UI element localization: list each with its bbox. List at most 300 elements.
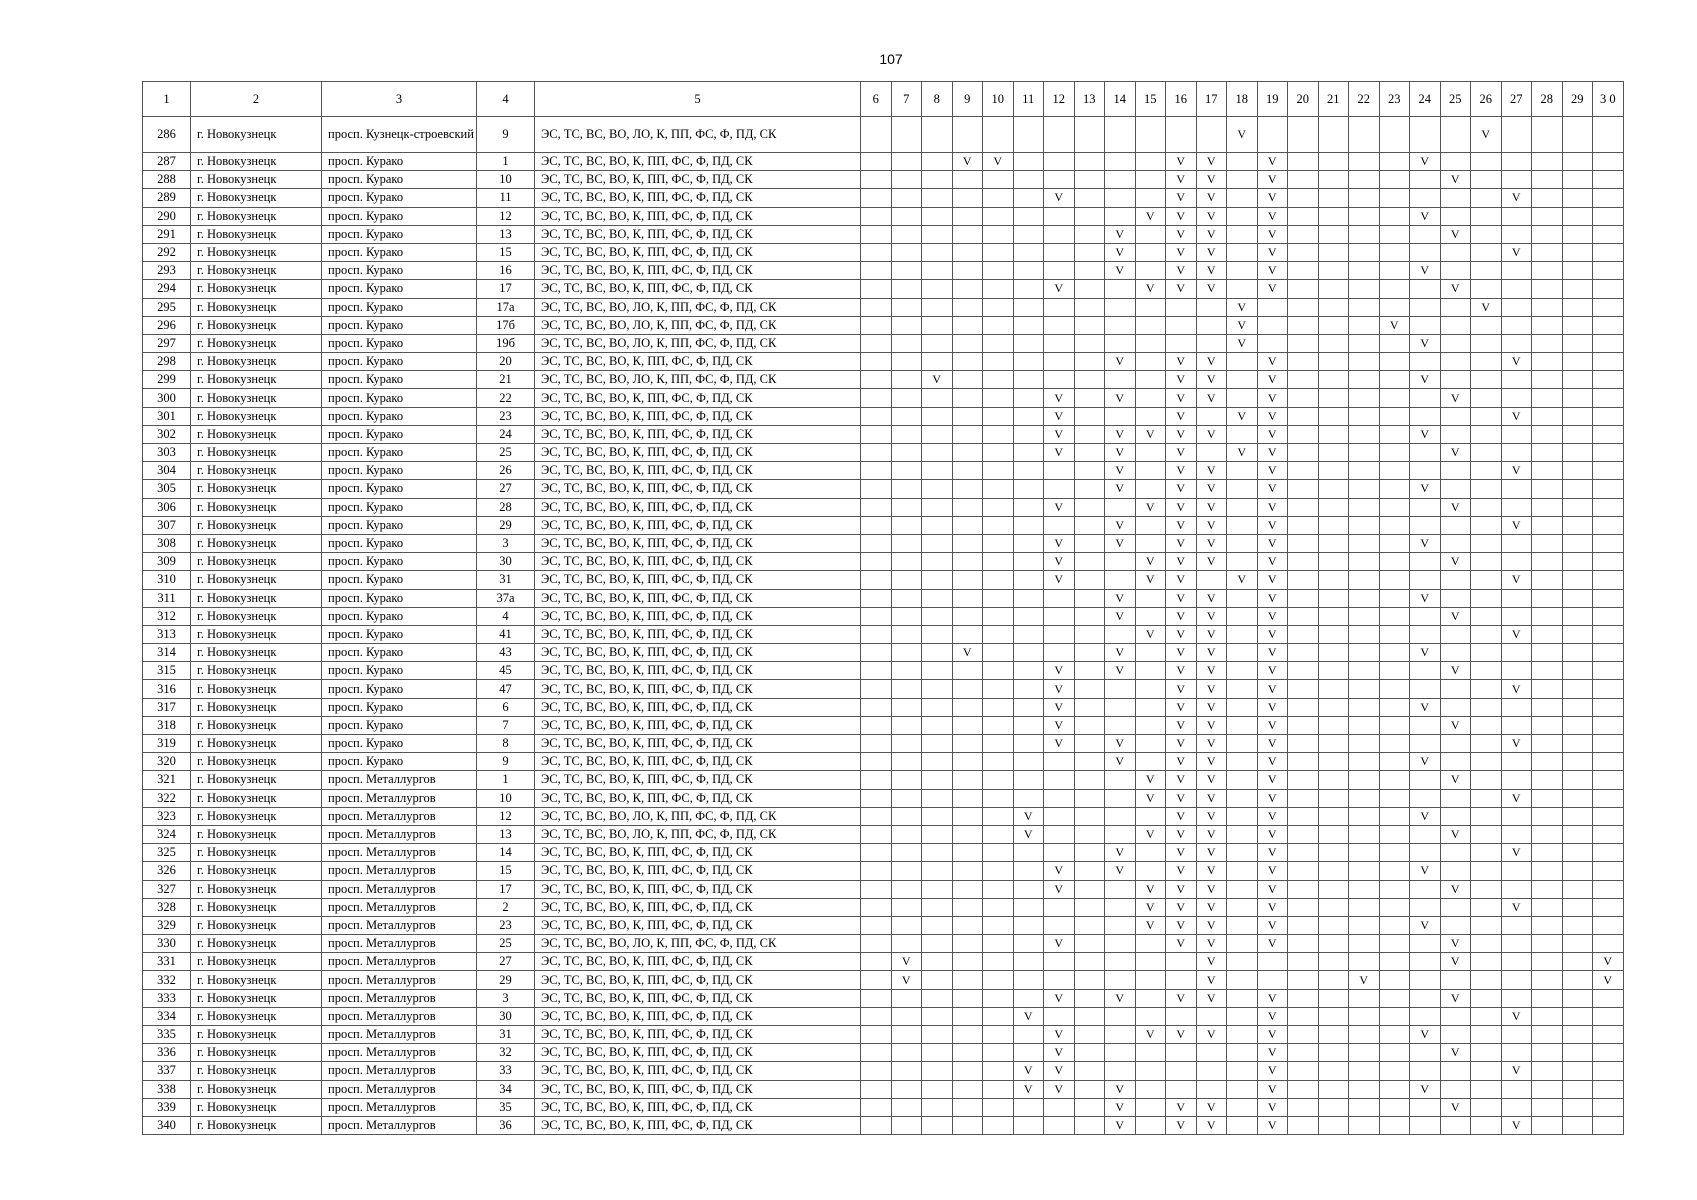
city-cell: г. Новокузнецк: [191, 1116, 322, 1134]
mark-cell-col-14: V: [1105, 844, 1136, 862]
mark-cell-col-21: [1318, 680, 1349, 698]
services-cell: ЭС, ТС, ВС, ВО, К, ПП, ФС, Ф, ПД, СК: [535, 1007, 861, 1025]
mark-cell-col-22: [1349, 953, 1380, 971]
house-number-cell: 10: [477, 789, 535, 807]
mark-cell-col-7: [891, 498, 922, 516]
mark-cell-col-10: [983, 243, 1014, 261]
mark-cell-col-25: [1440, 516, 1471, 534]
mark-cell-col-10: [983, 880, 1014, 898]
mark-cell-col-12: V: [1044, 425, 1075, 443]
services-cell: ЭС, ТС, ВС, ВО, К, ПП, ФС, Ф, ПД, СК: [535, 844, 861, 862]
column-header-2: 2: [191, 82, 322, 117]
street-cell: просп. Курако: [322, 425, 477, 443]
table-row: [143, 407, 1624, 425]
house-number-cell: 12: [477, 807, 535, 825]
mark-cell-col-6: [861, 607, 892, 625]
mark-cell-col-23: [1379, 516, 1410, 534]
mark-cell-col-29: [1562, 753, 1593, 771]
mark-cell-col-9: [952, 1098, 983, 1116]
mark-cell-col-16: V: [1166, 625, 1197, 643]
mark-cell-col-15: [1135, 662, 1166, 680]
mark-cell-col-9: [952, 353, 983, 371]
table-row: [143, 1062, 1624, 1080]
mark-cell-col-23: [1379, 607, 1410, 625]
mark-cell-col-22: [1349, 298, 1380, 316]
mark-cell-col-21: [1318, 407, 1349, 425]
street-cell: просп. Курако: [322, 207, 477, 225]
city-cell: г. Новокузнецк: [191, 189, 322, 207]
mark-cell-col-15: [1135, 1007, 1166, 1025]
mark-cell-col-17: [1196, 117, 1227, 153]
mark-cell-col-13: [1074, 153, 1105, 171]
mark-cell-col-6: [861, 189, 892, 207]
street-cell: просп. Курако: [322, 189, 477, 207]
mark-cell-col-26: [1471, 1044, 1502, 1062]
mark-cell-col-16: V: [1166, 462, 1197, 480]
mark-cell-col-22: [1349, 716, 1380, 734]
mark-cell-col-14: [1105, 935, 1136, 953]
row-number: 314: [143, 644, 191, 662]
column-header-30: 3 0: [1593, 82, 1624, 117]
mark-cell-col-25: [1440, 971, 1471, 989]
mark-cell-col-24: V: [1410, 644, 1441, 662]
mark-cell-col-19: V: [1257, 1026, 1288, 1044]
mark-cell-col-11: [1013, 880, 1044, 898]
mark-cell-col-24: [1410, 280, 1441, 298]
row-number: 286: [143, 117, 191, 153]
mark-cell-col-15: [1135, 1098, 1166, 1116]
mark-cell-col-30: V: [1593, 971, 1624, 989]
mark-cell-col-8: [922, 1026, 953, 1044]
mark-cell-col-27: [1501, 207, 1532, 225]
mark-cell-col-22: [1349, 189, 1380, 207]
mark-cell-col-25: V: [1440, 498, 1471, 516]
mark-cell-col-13: [1074, 425, 1105, 443]
mark-cell-col-22: [1349, 916, 1380, 934]
mark-cell-col-8: [922, 117, 953, 153]
mark-cell-col-12: V: [1044, 1080, 1075, 1098]
mark-cell-col-22: [1349, 153, 1380, 171]
mark-cell-col-14: V: [1105, 1098, 1136, 1116]
house-number-cell: 30: [477, 553, 535, 571]
mark-cell-col-20: [1288, 607, 1319, 625]
city-cell: г. Новокузнецк: [191, 989, 322, 1007]
mark-cell-col-17: V: [1196, 753, 1227, 771]
mark-cell-col-26: [1471, 807, 1502, 825]
mark-cell-col-8: [922, 698, 953, 716]
mark-cell-col-20: [1288, 371, 1319, 389]
mark-cell-col-28: [1532, 1080, 1563, 1098]
mark-cell-col-25: V: [1440, 716, 1471, 734]
mark-cell-col-6: [861, 898, 892, 916]
mark-cell-col-15: [1135, 371, 1166, 389]
mark-cell-col-10: [983, 171, 1014, 189]
mark-cell-col-12: V: [1044, 1044, 1075, 1062]
mark-cell-col-9: [952, 571, 983, 589]
mark-cell-col-7: [891, 825, 922, 843]
mark-cell-col-28: [1532, 825, 1563, 843]
mark-cell-col-12: [1044, 117, 1075, 153]
mark-cell-col-29: [1562, 571, 1593, 589]
mark-cell-col-27: [1501, 825, 1532, 843]
mark-cell-col-16: V: [1166, 1026, 1197, 1044]
mark-cell-col-29: [1562, 371, 1593, 389]
mark-cell-col-24: [1410, 316, 1441, 334]
mark-cell-col-10: [983, 534, 1014, 552]
mark-cell-col-9: [952, 171, 983, 189]
street-cell: просп. Курако: [322, 662, 477, 680]
house-number-cell: 29: [477, 516, 535, 534]
mark-cell-col-20: [1288, 862, 1319, 880]
row-number: 293: [143, 262, 191, 280]
mark-cell-col-11: [1013, 1098, 1044, 1116]
mark-cell-col-10: [983, 316, 1014, 334]
mark-cell-col-16: V: [1166, 789, 1197, 807]
services-cell: ЭС, ТС, ВС, ВО, К, ПП, ФС, Ф, ПД, СК: [535, 589, 861, 607]
table-row: [143, 189, 1624, 207]
mark-cell-col-24: V: [1410, 334, 1441, 352]
house-number-cell: 1: [477, 771, 535, 789]
mark-cell-col-7: [891, 225, 922, 243]
mark-cell-col-12: [1044, 371, 1075, 389]
mark-cell-col-24: [1410, 880, 1441, 898]
mark-cell-col-26: [1471, 516, 1502, 534]
services-cell: ЭС, ТС, ВС, ВО, ЛО, К, ПП, ФС, Ф, ПД, СК: [535, 371, 861, 389]
mark-cell-col-13: [1074, 1062, 1105, 1080]
mark-cell-col-8: [922, 225, 953, 243]
house-number-cell: 23: [477, 916, 535, 934]
mark-cell-col-20: [1288, 298, 1319, 316]
row-number: 328: [143, 898, 191, 916]
mark-cell-col-29: [1562, 225, 1593, 243]
mark-cell-col-21: [1318, 334, 1349, 352]
mark-cell-col-9: V: [952, 153, 983, 171]
column-header-5: 5: [535, 82, 861, 117]
house-number-cell: 27: [477, 480, 535, 498]
mark-cell-col-27: V: [1501, 1062, 1532, 1080]
mark-cell-col-30: [1593, 171, 1624, 189]
mark-cell-col-20: [1288, 662, 1319, 680]
mark-cell-col-17: V: [1196, 553, 1227, 571]
mark-cell-col-22: [1349, 389, 1380, 407]
mark-cell-col-15: [1135, 589, 1166, 607]
city-cell: г. Новокузнецк: [191, 680, 322, 698]
mark-cell-col-18: [1227, 371, 1258, 389]
mark-cell-col-30: [1593, 935, 1624, 953]
mark-cell-col-29: [1562, 262, 1593, 280]
mark-cell-col-20: [1288, 898, 1319, 916]
mark-cell-col-24: [1410, 1116, 1441, 1134]
mark-cell-col-27: [1501, 716, 1532, 734]
city-cell: г. Новокузнецк: [191, 771, 322, 789]
street-cell: просп. Металлургов: [322, 1080, 477, 1098]
table-row: [143, 225, 1624, 243]
mark-cell-col-12: V: [1044, 571, 1075, 589]
mark-cell-col-28: [1532, 971, 1563, 989]
mark-cell-col-19: V: [1257, 498, 1288, 516]
mark-cell-col-20: [1288, 534, 1319, 552]
column-header-9: 9: [952, 82, 983, 117]
mark-cell-col-21: [1318, 444, 1349, 462]
mark-cell-col-17: [1196, 1062, 1227, 1080]
mark-cell-col-24: [1410, 716, 1441, 734]
mark-cell-col-27: [1501, 371, 1532, 389]
mark-cell-col-29: [1562, 898, 1593, 916]
mark-cell-col-29: [1562, 625, 1593, 643]
mark-cell-col-15: V: [1135, 898, 1166, 916]
row-number: 320: [143, 753, 191, 771]
mark-cell-col-13: [1074, 807, 1105, 825]
mark-cell-col-7: [891, 553, 922, 571]
mark-cell-col-22: [1349, 680, 1380, 698]
mark-cell-col-11: [1013, 207, 1044, 225]
street-cell: просп. Курако: [322, 644, 477, 662]
mark-cell-col-27: [1501, 389, 1532, 407]
mark-cell-col-20: [1288, 807, 1319, 825]
table-row: [143, 1026, 1624, 1044]
mark-cell-col-11: [1013, 444, 1044, 462]
mark-cell-col-18: [1227, 153, 1258, 171]
mark-cell-col-16: V: [1166, 389, 1197, 407]
mark-cell-col-24: [1410, 680, 1441, 698]
city-cell: г. Новокузнецк: [191, 480, 322, 498]
mark-cell-col-24: [1410, 407, 1441, 425]
mark-cell-col-18: [1227, 1007, 1258, 1025]
mark-cell-col-28: [1532, 353, 1563, 371]
table-row: [143, 644, 1624, 662]
street-cell: просп. Курако: [322, 462, 477, 480]
mark-cell-col-20: [1288, 316, 1319, 334]
house-number-cell: 26: [477, 462, 535, 480]
table-row: [143, 825, 1624, 843]
mark-cell-col-19: V: [1257, 534, 1288, 552]
mark-cell-col-25: [1440, 589, 1471, 607]
table-row: [143, 280, 1624, 298]
mark-cell-col-28: [1532, 498, 1563, 516]
mark-cell-col-21: [1318, 389, 1349, 407]
mark-cell-col-21: [1318, 153, 1349, 171]
mark-cell-col-21: [1318, 698, 1349, 716]
mark-cell-col-18: [1227, 989, 1258, 1007]
mark-cell-col-15: [1135, 353, 1166, 371]
mark-cell-col-20: [1288, 171, 1319, 189]
mark-cell-col-23: [1379, 825, 1410, 843]
mark-cell-col-21: [1318, 625, 1349, 643]
house-number-cell: 17: [477, 880, 535, 898]
table-row: [143, 716, 1624, 734]
table-row: [143, 1007, 1624, 1025]
mark-cell-col-24: [1410, 789, 1441, 807]
mark-cell-col-24: [1410, 625, 1441, 643]
mark-cell-col-9: [952, 117, 983, 153]
table-row: [143, 880, 1624, 898]
mark-cell-col-20: [1288, 1044, 1319, 1062]
mark-cell-col-20: [1288, 880, 1319, 898]
street-cell: просп. Курако: [322, 571, 477, 589]
mark-cell-col-26: [1471, 534, 1502, 552]
mark-cell-col-28: [1532, 262, 1563, 280]
mark-cell-col-29: [1562, 334, 1593, 352]
mark-cell-col-7: [891, 389, 922, 407]
mark-cell-col-16: V: [1166, 716, 1197, 734]
mark-cell-col-6: [861, 571, 892, 589]
mark-cell-col-15: [1135, 807, 1166, 825]
services-cell: ЭС, ТС, ВС, ВО, К, ПП, ФС, Ф, ПД, СК: [535, 480, 861, 498]
mark-cell-col-19: V: [1257, 571, 1288, 589]
mark-cell-col-18: [1227, 844, 1258, 862]
mark-cell-col-18: [1227, 498, 1258, 516]
mark-cell-col-22: [1349, 117, 1380, 153]
mark-cell-col-16: V: [1166, 916, 1197, 934]
services-cell: ЭС, ТС, ВС, ВО, К, ПП, ФС, Ф, ПД, СК: [535, 1116, 861, 1134]
mark-cell-col-11: [1013, 698, 1044, 716]
mark-cell-col-13: [1074, 189, 1105, 207]
mark-cell-col-18: [1227, 353, 1258, 371]
mark-cell-col-12: [1044, 462, 1075, 480]
mark-cell-col-17: [1196, 571, 1227, 589]
mark-cell-col-23: [1379, 898, 1410, 916]
services-cell: ЭС, ТС, ВС, ВО, К, ПП, ФС, Ф, ПД, СК: [535, 353, 861, 371]
mark-cell-col-25: V: [1440, 607, 1471, 625]
mark-cell-col-29: [1562, 771, 1593, 789]
mark-cell-col-7: [891, 698, 922, 716]
mark-cell-col-11: [1013, 644, 1044, 662]
mark-cell-col-28: [1532, 844, 1563, 862]
mark-cell-col-18: [1227, 462, 1258, 480]
mark-cell-col-7: [891, 989, 922, 1007]
house-number-cell: 11: [477, 189, 535, 207]
mark-cell-col-15: [1135, 262, 1166, 280]
house-number-cell: 17: [477, 280, 535, 298]
table-body: [143, 117, 1624, 1135]
mark-cell-col-11: [1013, 1044, 1044, 1062]
mark-cell-col-30: [1593, 534, 1624, 552]
mark-cell-col-29: [1562, 516, 1593, 534]
mark-cell-col-13: [1074, 334, 1105, 352]
column-header-17: 17: [1196, 82, 1227, 117]
mark-cell-col-14: [1105, 898, 1136, 916]
mark-cell-col-13: [1074, 789, 1105, 807]
mark-cell-col-8: [922, 389, 953, 407]
mark-cell-col-19: V: [1257, 680, 1288, 698]
mark-cell-col-14: [1105, 807, 1136, 825]
row-number: 304: [143, 462, 191, 480]
mark-cell-col-16: V: [1166, 189, 1197, 207]
mark-cell-col-13: [1074, 280, 1105, 298]
mark-cell-col-8: [922, 898, 953, 916]
mark-cell-col-10: [983, 389, 1014, 407]
mark-cell-col-15: [1135, 862, 1166, 880]
mark-cell-col-11: [1013, 462, 1044, 480]
services-cell: ЭС, ТС, ВС, ВО, К, ПП, ФС, Ф, ПД, СК: [535, 1062, 861, 1080]
mark-cell-col-22: [1349, 462, 1380, 480]
city-cell: г. Новокузнецк: [191, 371, 322, 389]
mark-cell-col-15: [1135, 989, 1166, 1007]
mark-cell-col-8: [922, 444, 953, 462]
mark-cell-col-10: [983, 1044, 1014, 1062]
mark-cell-col-23: [1379, 298, 1410, 316]
mark-cell-col-18: [1227, 644, 1258, 662]
mark-cell-col-11: [1013, 735, 1044, 753]
mark-cell-col-24: [1410, 825, 1441, 843]
mark-cell-col-9: [952, 553, 983, 571]
street-cell: просп. Курако: [322, 353, 477, 371]
mark-cell-col-25: [1440, 407, 1471, 425]
mark-cell-col-16: V: [1166, 262, 1197, 280]
city-cell: г. Новокузнецк: [191, 280, 322, 298]
mark-cell-col-28: [1532, 1098, 1563, 1116]
mark-cell-col-28: [1532, 789, 1563, 807]
mark-cell-col-9: [952, 516, 983, 534]
mark-cell-col-19: V: [1257, 1062, 1288, 1080]
mark-cell-col-14: V: [1105, 644, 1136, 662]
row-number: 298: [143, 353, 191, 371]
mark-cell-col-19: V: [1257, 589, 1288, 607]
services-cell: ЭС, ТС, ВС, ВО, К, ПП, ФС, Ф, ПД, СК: [535, 771, 861, 789]
street-cell: просп. Курако: [322, 153, 477, 171]
mark-cell-col-11: [1013, 898, 1044, 916]
house-number-cell: 2: [477, 898, 535, 916]
mark-cell-col-27: [1501, 880, 1532, 898]
mark-cell-col-23: [1379, 880, 1410, 898]
mark-cell-col-16: V: [1166, 735, 1197, 753]
mark-cell-col-23: [1379, 916, 1410, 934]
street-cell: просп. Курако: [322, 735, 477, 753]
city-cell: г. Новокузнецк: [191, 1026, 322, 1044]
house-number-cell: 7: [477, 716, 535, 734]
mark-cell-col-28: [1532, 771, 1563, 789]
mark-cell-col-26: [1471, 153, 1502, 171]
mark-cell-col-29: [1562, 644, 1593, 662]
mark-cell-col-11: [1013, 534, 1044, 552]
row-number: 295: [143, 298, 191, 316]
mark-cell-col-18: [1227, 207, 1258, 225]
mark-cell-col-24: [1410, 1062, 1441, 1080]
mark-cell-col-9: [952, 371, 983, 389]
mark-cell-col-24: [1410, 225, 1441, 243]
mark-cell-col-7: [891, 1026, 922, 1044]
mark-cell-col-7: [891, 898, 922, 916]
services-cell: ЭС, ТС, ВС, ВО, К, ПП, ФС, Ф, ПД, СК: [535, 243, 861, 261]
column-header-10: 10: [983, 82, 1014, 117]
mark-cell-col-19: V: [1257, 1080, 1288, 1098]
mark-cell-col-27: [1501, 989, 1532, 1007]
mark-cell-col-23: [1379, 444, 1410, 462]
mark-cell-col-12: [1044, 753, 1075, 771]
mark-cell-col-24: V: [1410, 425, 1441, 443]
mark-cell-col-15: V: [1135, 1026, 1166, 1044]
street-cell: просп. Металлургов: [322, 989, 477, 1007]
mark-cell-col-20: [1288, 334, 1319, 352]
mark-cell-col-9: [952, 316, 983, 334]
street-cell: просп. Металлургов: [322, 898, 477, 916]
mark-cell-col-19: V: [1257, 280, 1288, 298]
mark-cell-col-11: [1013, 753, 1044, 771]
mark-cell-col-13: [1074, 716, 1105, 734]
mark-cell-col-22: [1349, 825, 1380, 843]
mark-cell-col-11: [1013, 189, 1044, 207]
mark-cell-col-10: [983, 571, 1014, 589]
table-row: [143, 1098, 1624, 1116]
mark-cell-col-13: [1074, 553, 1105, 571]
city-cell: г. Новокузнецк: [191, 462, 322, 480]
mark-cell-col-7: [891, 662, 922, 680]
mark-cell-col-9: [952, 680, 983, 698]
mark-cell-col-15: [1135, 716, 1166, 734]
mark-cell-col-24: V: [1410, 153, 1441, 171]
mark-cell-col-16: V: [1166, 771, 1197, 789]
mark-cell-col-26: [1471, 971, 1502, 989]
